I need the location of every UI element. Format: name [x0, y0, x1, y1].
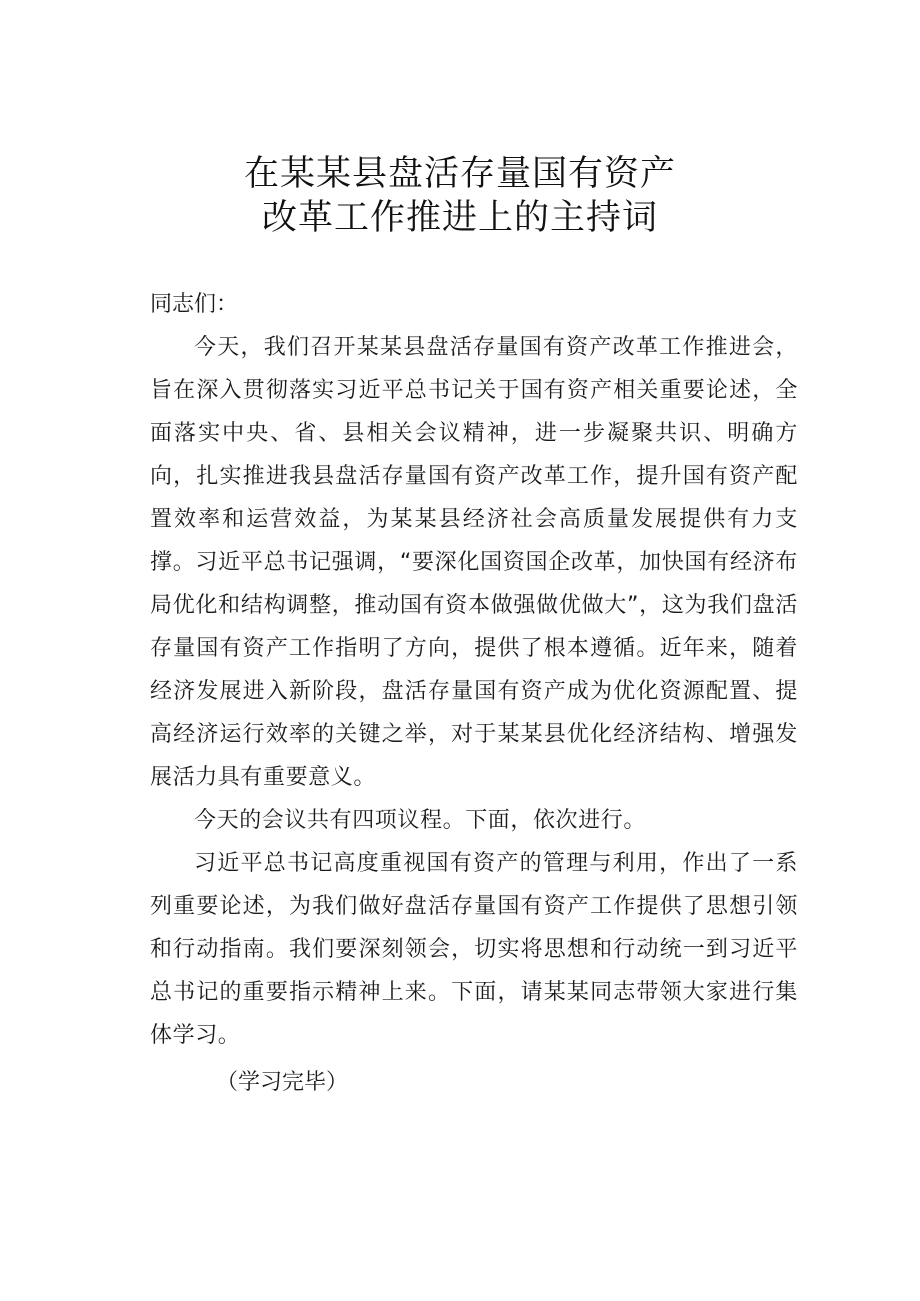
- title-line-2: 改革工作推进上的主持词: [261, 198, 658, 238]
- document-title: [0, 152, 920, 240]
- greeting: 同志们：: [150, 292, 239, 317]
- document-body: [150, 283, 798, 1104]
- closing-note: （学习完毕）: [216, 1070, 349, 1095]
- title-line-1: 在某某县盘活存量国有资产: [243, 154, 676, 194]
- paragraph-agenda: 今天的会议共有四项议程。下面，依次进行。: [194, 808, 647, 833]
- paragraph-opening: 今天，我们召开某某县盘活存量国有资产改革工作推进会，旨在深入贯彻落实习近平总书记关于国有资产相关重要论述，全面落实中央、省、县相关会议精神，进一步凝聚共识、明确方向，扎实推进我县盘活存量国有资产改革工作，提升国有资产配置效率和运营效益，为某某县经济社会高质量发展提供有力支撑。习近平总书记强调，“要深化国资国企改革，加快国有经济布局优化和结构调整，推动国有资本做强做优做大”，这为我们盘活存量国有资产工作指明了方向，提供了根本遵循。近年来，随着经济发展进入新阶段，盘活存量国有资产成为优化资源配置、提高经济运行效率的关键之举，对于某某县优化经济结构、增强发展活力具有重要意义。: [150, 335, 798, 790]
- paragraph-study: 习近平总书记高度重视国有资产的管理与利用，作出了一系列重要论述，为我们做好盘活存量国有资产工作提供了思想引领和行动指南。我们要深刻领会，切实将思想和行动统一到习近平总书记的重要指示精神上来。下面，请某某同志带领大家进行集体学习。: [150, 851, 798, 1048]
